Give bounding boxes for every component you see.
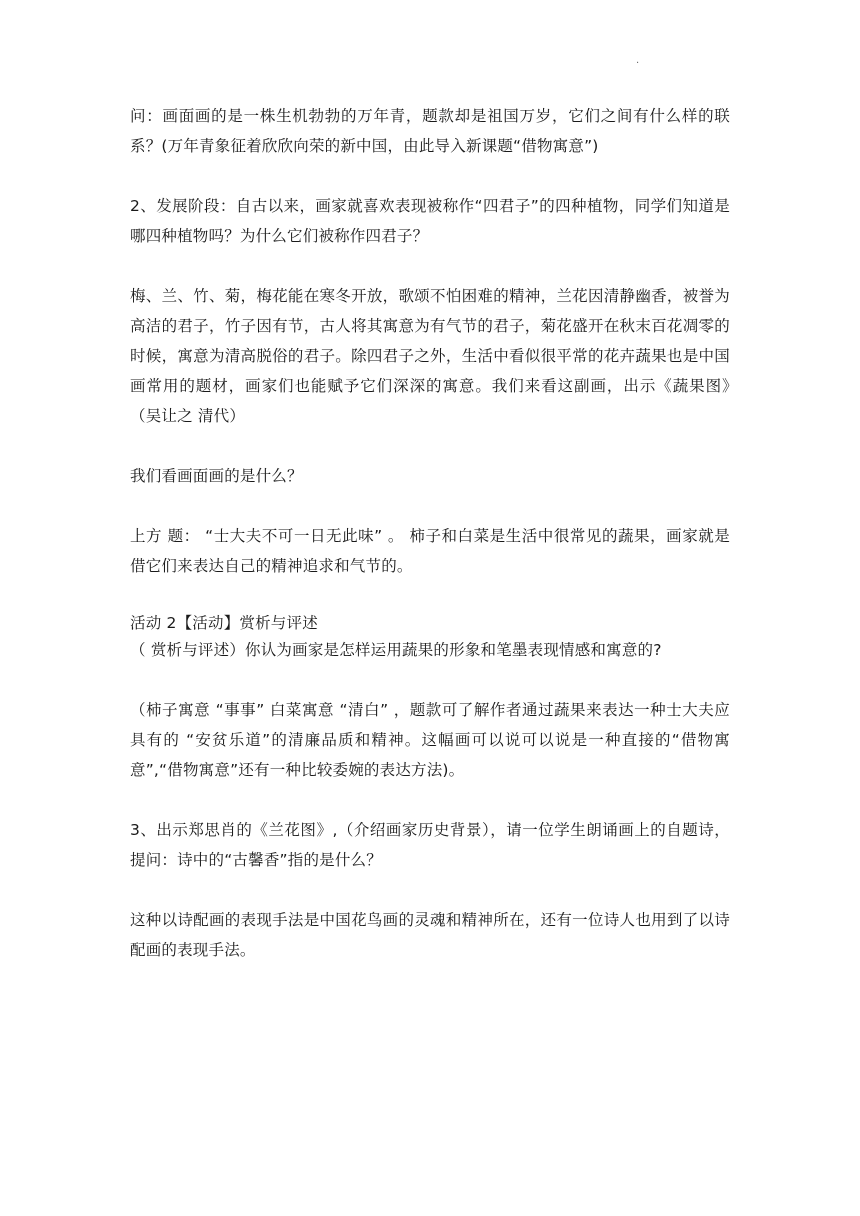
paragraph-activity-heading: 活动 2【活动】赏析与评述 — [130, 614, 318, 632]
paragraph-inscription: 上方 题： “士大夫不可一日无此味” 。 柿子和白菜是生活中很常见的蔬果，画家就是借它们来表达自己的精神追求和气节的。 — [130, 527, 730, 575]
paragraph-poem-painting: 这种以诗配画的表现手法是中国花鸟画的灵魂和精神所在，还有一位诗人也用到了以诗配画的表现手法。 — [130, 911, 730, 959]
paragraph-persimmon-cabbage: （柿子寓意 “事事” 白菜寓意 “清白” ，题款可了解作者通过蔬果来表达一种士大夫应具有的 “安贫乐道”的清廉品质和精神。这幅画可以说可以说是一种直接的“借物寓意”,“借物寓意”还有一种比较委婉的表达方法)。 — [130, 701, 730, 779]
paragraph-what-painted: 我们看画面画的是什么？ — [130, 467, 303, 485]
paragraph-activity-question: （ 赏析与评述）你认为画家是怎样运用蔬果的形象和笔墨表现情感和寓意的? — [130, 641, 662, 659]
paragraph-orchid-painting: 3、出示郑思肖的《兰花图》,（介绍画家历史背景），请一位学生朗诵画上的自题诗，提问：诗中的“古馨香”指的是什么？ — [130, 821, 730, 869]
paragraph-four-gentlemen: 梅、兰、竹、菊，梅花能在寒冬开放，歌颂不怕困难的精神，兰花因清静幽香，被誉为高洁的君子，竹子因有节，古人将其寓意为有气节的君子，菊花盛开在秋末百花凋零的时候，寓意为清高脱俗的君子。除四君子之外，生活中看似很平常的花卉蔬果也是中国画常用的题材，画家们也能赋予它们深深的寓意。我们来看这副画，出示《蔬果图》 （吴让之 清代） — [130, 287, 746, 425]
paragraph-development-stage: 2、发展阶段：自古以来，画家就喜欢表现被称作“四君子”的四种植物，同学们知道是哪四种植物吗？为什么它们被称作四君子？ — [130, 197, 730, 245]
paragraph-question-wannianqing: 问：画面画的是一株生机勃勃的万年青，题款却是祖国万岁，它们之间有什么样的联系？(万年青象征着欣欣向荣的新中国，由此导入新课题“借物寓意”) — [130, 107, 730, 155]
document-body — [130, 101, 746, 965]
header-mark: · — [636, 58, 640, 69]
